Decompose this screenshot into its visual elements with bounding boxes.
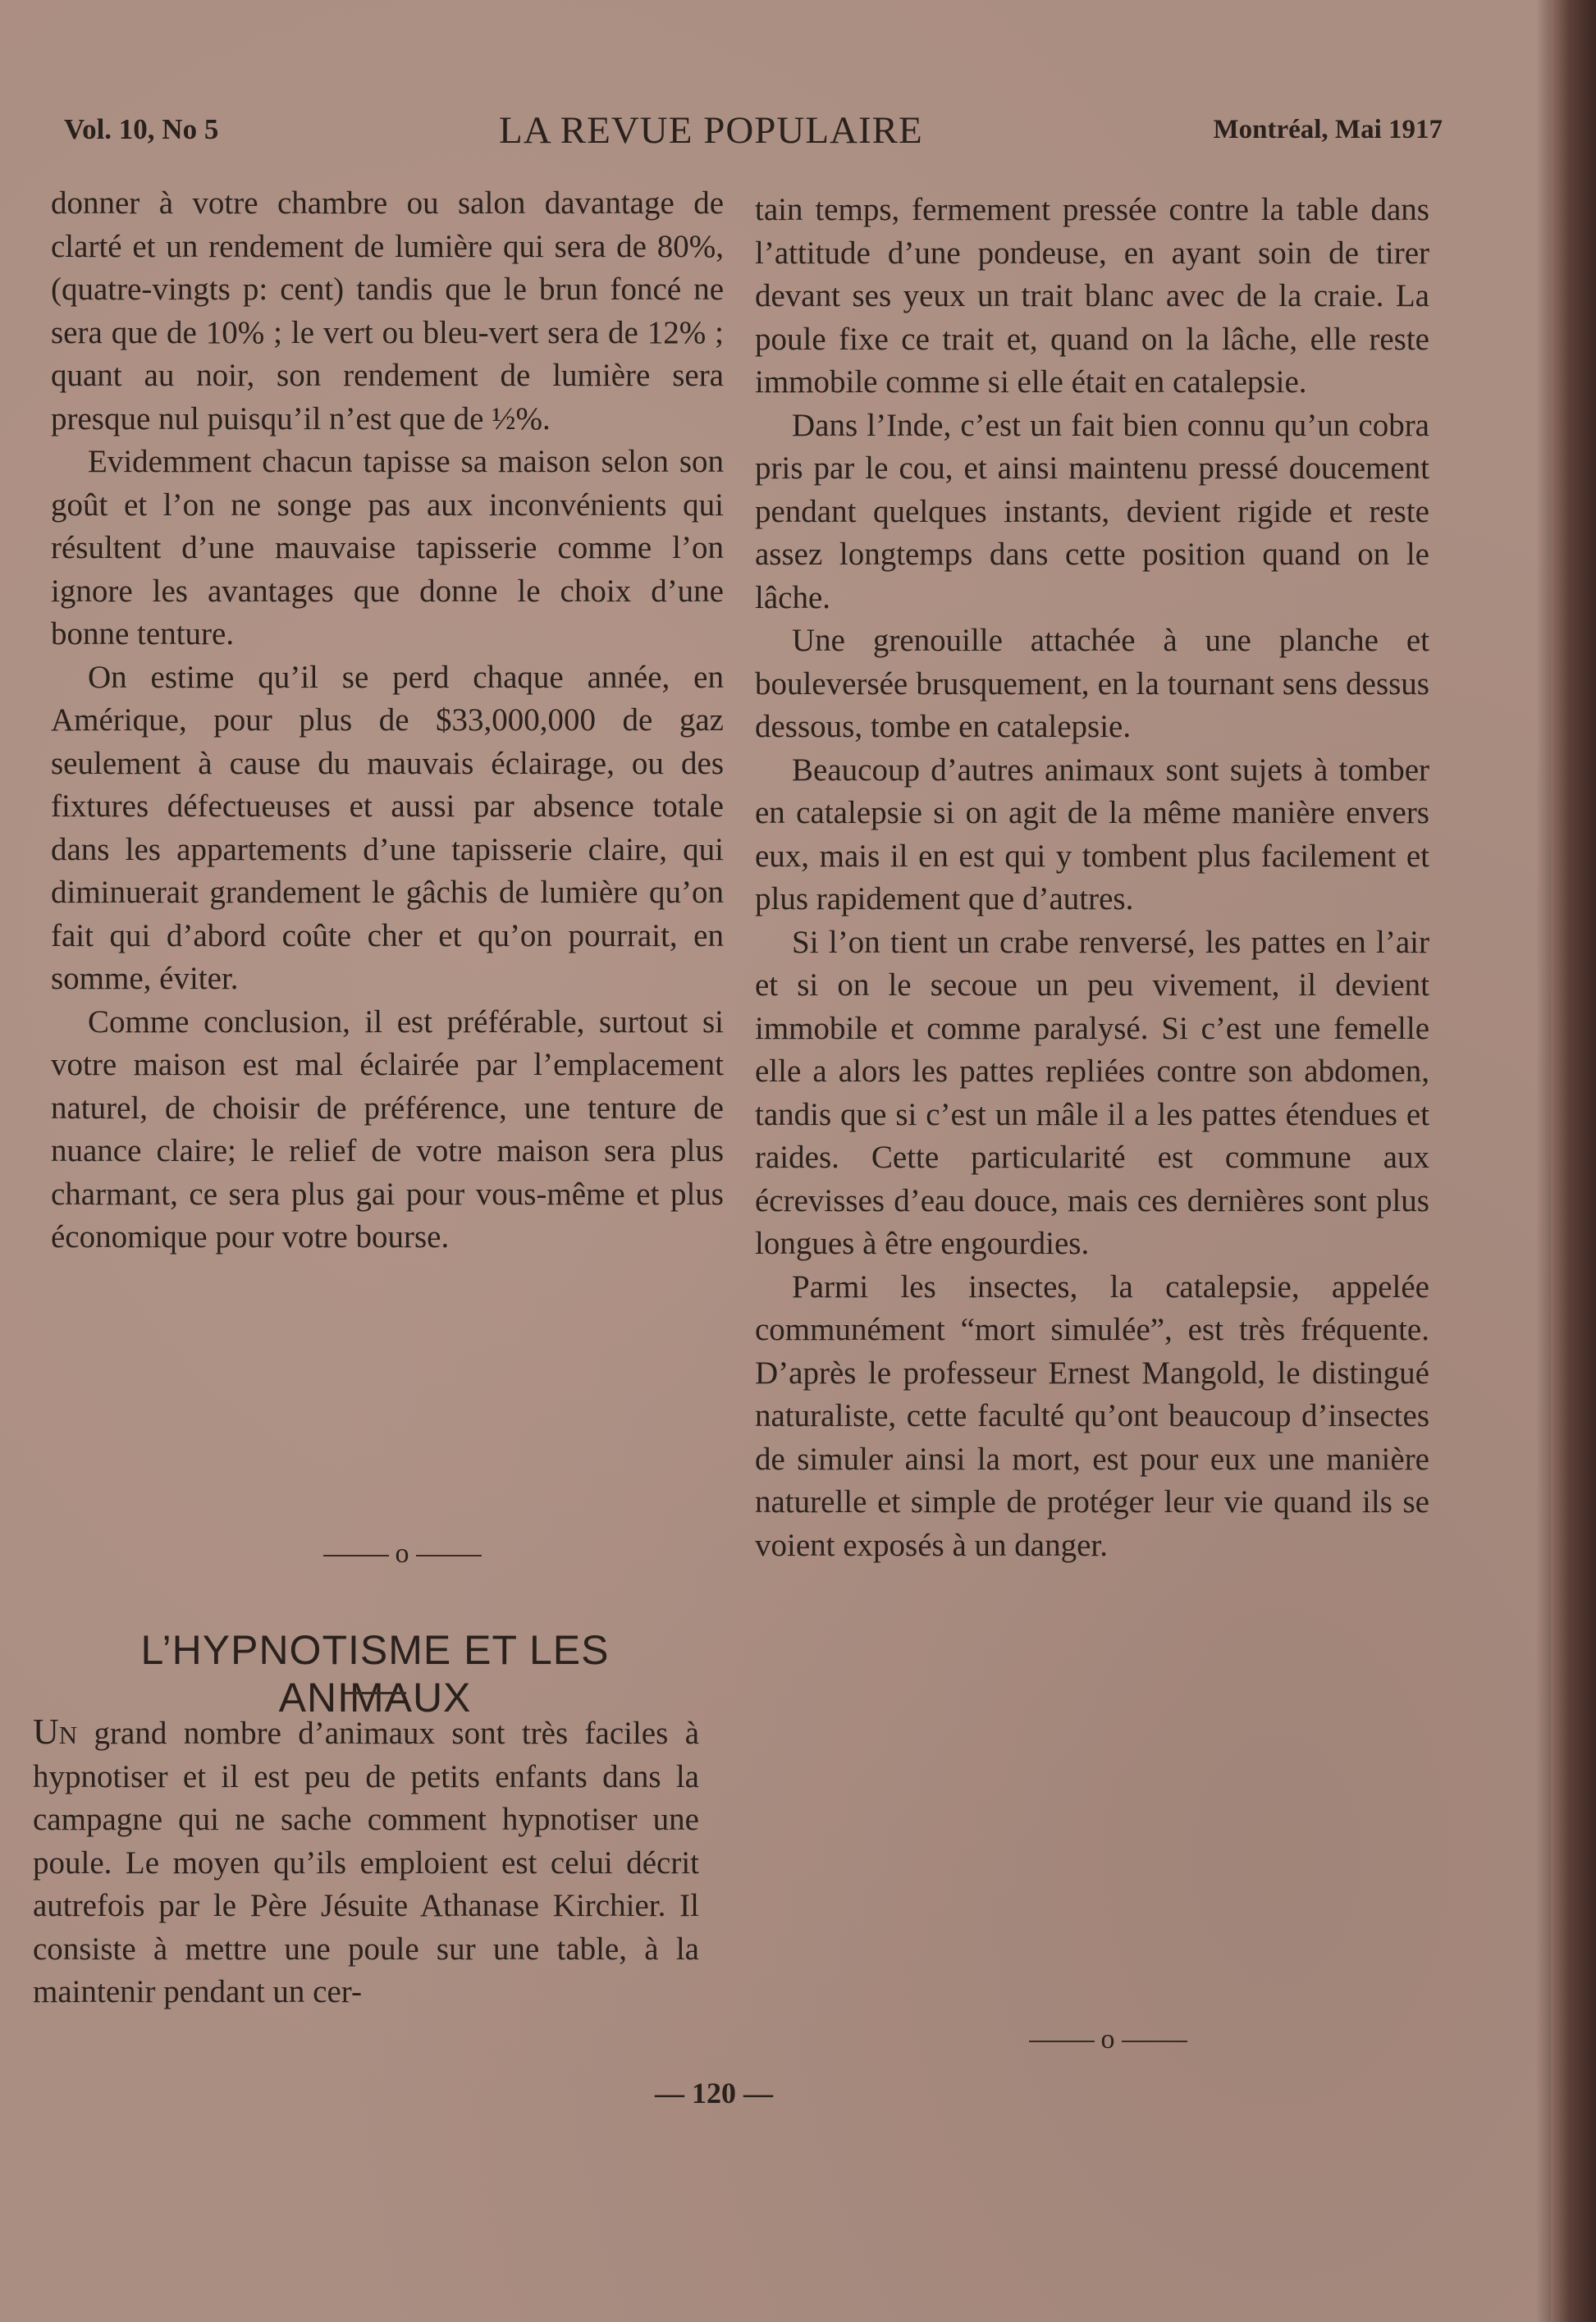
section-separator — [952, 2024, 1264, 2055]
paragraph: On estime qu’il se perd chaque année, en Amérique, pour plus de $33,000,000 de gaz seulement à cause du mauvais éclairage, ou des fixtures défectueuses et aussi par absence totale dans les appartements d’une tapisserie claire, qui diminuerait grandement le gâchis de lumière qu’on fait qui d’abord coûte cher et qu’on pourrait, en somme, éviter. — [51, 659, 724, 996]
running-header — [64, 108, 1443, 158]
paragraph: Si l’on tient un crabe renversé, les pattes en l’air et si on le secoue un peu vivement, il devient immobile et comme paralysé. Si c’est une femelle elle a alors les pattes repliées contre son abdomen, tandis que si c’est un mâle il a les pattes étendues et raides. Cette particularité est commune aux écrevisses d’eau douce, mais ces dernières sont plus longues à être engourdies. — [755, 924, 1429, 1261]
separator-dash — [323, 1555, 389, 1556]
drop-cap: Un — [33, 1712, 78, 1752]
issue-date: Montréal, Mai 1917 — [1213, 115, 1443, 144]
section-separator — [246, 1538, 558, 1570]
paragraph: donner à votre chambre ou salon davantage de clarté et un rendement de lumière qui sera de 80%, (quatre-vingts p: cent) tandis que le brun foncé ne sera que de 10% ; le vert ou bleu-vert sera de 12% ; quant au noir, son rendement de lumière sera presque nul puisqu’il n’est que de ½%. — [51, 185, 724, 437]
separator-dash — [1029, 2041, 1095, 2042]
separator-mark: o — [1100, 2024, 1115, 2055]
paragraph: Parmi les insectes, la catalepsie, appelée communément “mort simulée”, est très fréquente. D’après le professeur Ernest Mangold, le distingué naturaliste, cette faculté qu’ont beaucoup d’insectes de simuler ainsi la mort, est pour eux une manière naturelle et simple de protéger leur vie quand ils se voient exposés à un danger. — [755, 1268, 1429, 1563]
right-column — [755, 189, 1429, 1567]
separator-dash — [1122, 2041, 1187, 2042]
volume-number: Vol. 10, No 5 — [64, 113, 219, 145]
paragraph: Une grenouille attachée à une planche et bouleversée brusquement, en la tournant sens dessus dessous, tombe en catalepsie. — [755, 623, 1429, 744]
article-paragraph — [33, 1711, 699, 2014]
paragraph: Dans l’Inde, c’est un fait bien connu qu’un cobra pris par le cou, et ainsi maintenu pressé doucement pendant quelques instants, devient rigide et reste assez longtemps dans cette position quand on le lâche. — [755, 407, 1429, 615]
article-column — [33, 1711, 699, 2014]
page-number: — 120 — — [655, 2077, 773, 2109]
page-shadow — [1536, 0, 1551, 2322]
publication-title: LA REVUE POPULAIRE — [499, 109, 923, 152]
separator-mark: o — [395, 1538, 409, 1569]
paragraph: Evidemment chacun tapisse sa maison selon son goût et l’on ne songe pas aux inconvénients qui résultent d’une mauvaise tapisserie comme l’on ignore les avantages que donne le choix d’une bonne tenture. — [51, 444, 724, 651]
paragraph: tain temps, fermement pressée contre la table dans l’attitude d’une pondeuse, en ayant soin de tirer devant ses yeux un trait blanc avec de la craie. La poule fixe ce trait et, quand on la lâche, elle reste immobile comme si elle était en catalepsie. — [755, 192, 1429, 400]
title-rule — [345, 1692, 406, 1694]
paragraph: Beaucoup d’autres animaux sont sujets à tomber en catalepsie si on agit de la même manière envers eux, mais il en est qui y tombent plus facilement et plus rapidement que d’autres. — [755, 752, 1429, 916]
article-text: grand nombre d’animaux sont très faciles à hypnotiser et il est peu de petits enfants dans la campagne qui ne sache comment hypnotiser une poule. Le moyen qu’ils emploient est celui décrit autrefois par le Père Jésuite Athanase Kirchier. Il consiste à mettre une poule sur une table, à la maintenir pendant un cer- — [33, 1716, 699, 2009]
left-column — [51, 182, 724, 1259]
book-spine — [1551, 0, 1596, 2322]
paragraph: Comme conclusion, il est préférable, surtout si votre maison est mal éclairée par l’emplacement naturel, de choisir de préférence, une tenture de nuance claire; le relief de votre maison sera plus charmant, ce sera plus gai pour vous-même et plus économique pour votre bourse. — [51, 1003, 724, 1255]
separator-dash — [416, 1555, 482, 1556]
article-title: L’HYPNOTISME ET LES ANIMAUX — [140, 1627, 610, 1721]
